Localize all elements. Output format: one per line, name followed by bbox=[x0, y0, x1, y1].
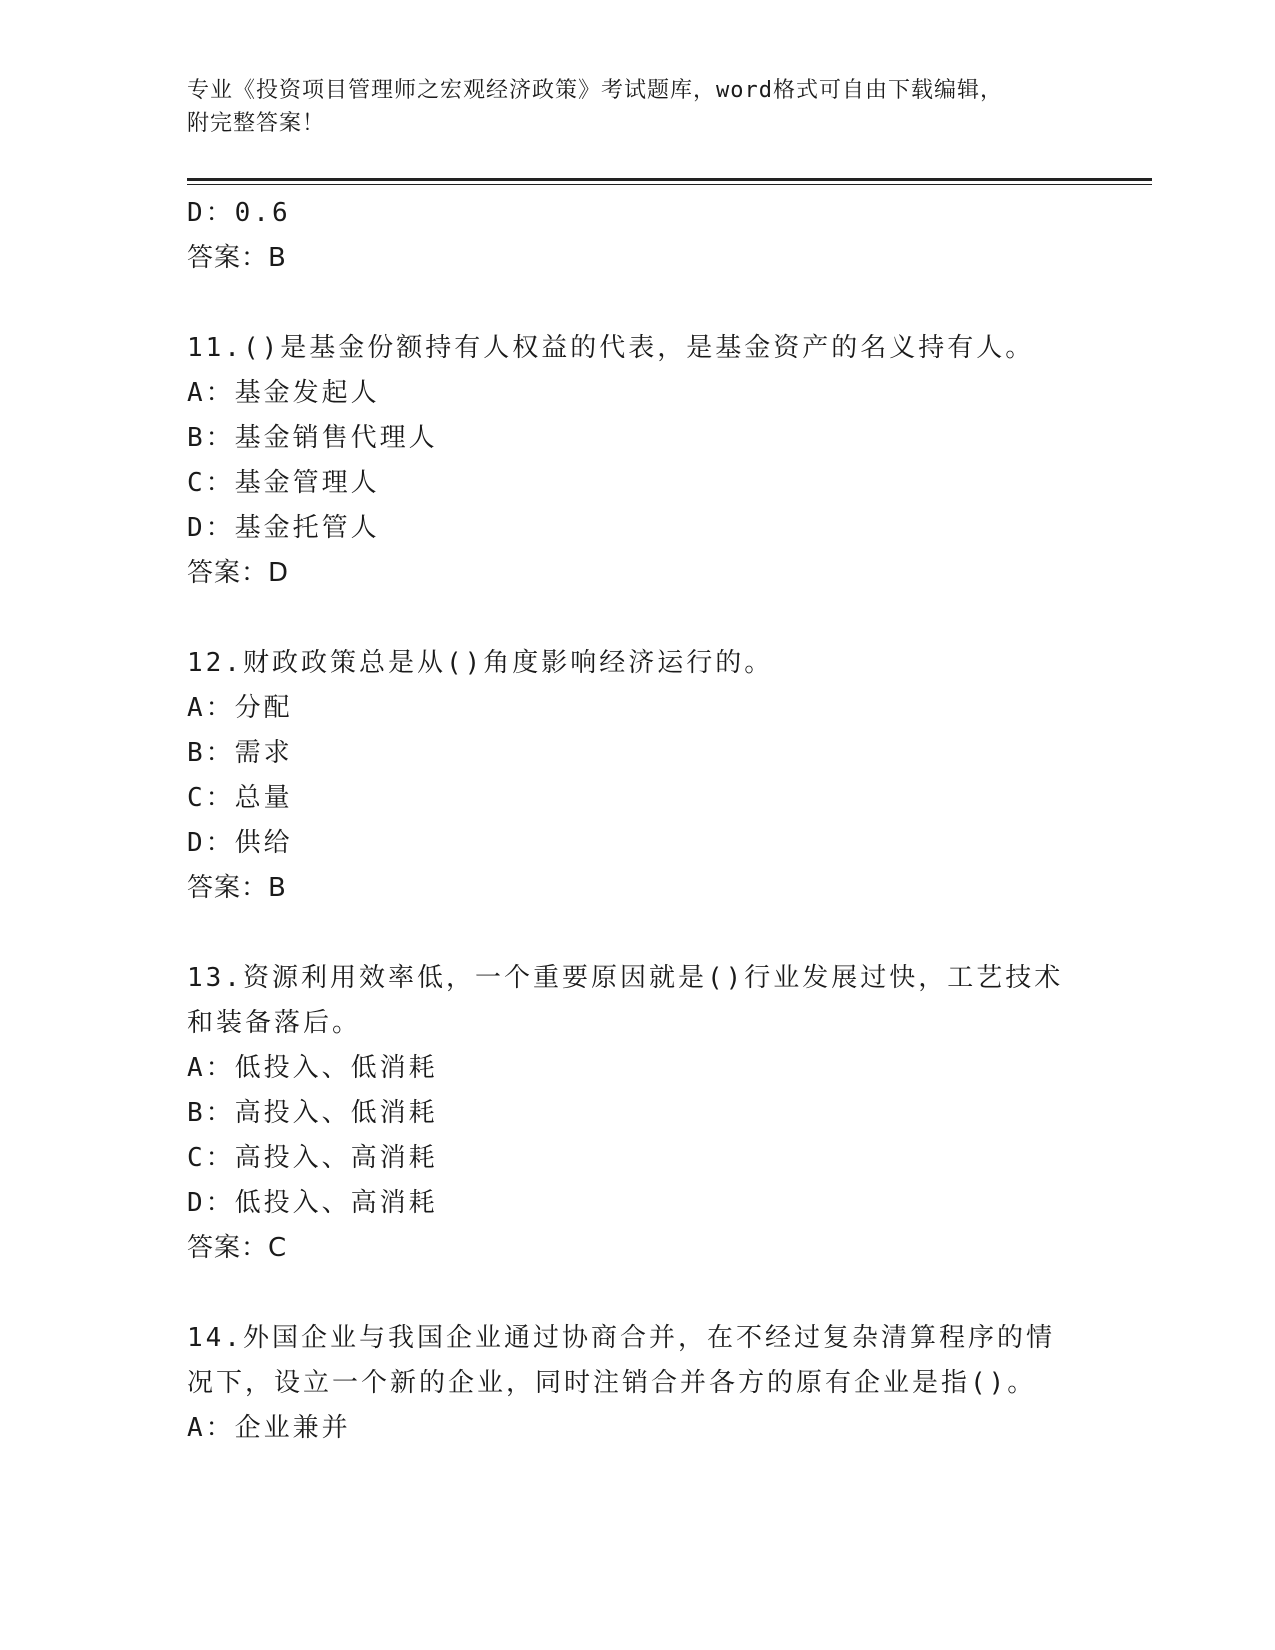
answer: 答案：C bbox=[187, 1233, 288, 1263]
document-body bbox=[187, 191, 1087, 1451]
option-a: A：企业兼并 bbox=[187, 1413, 351, 1443]
question-block bbox=[187, 956, 1087, 1271]
option-d: D：低投入、高消耗 bbox=[187, 1188, 438, 1218]
spacer bbox=[187, 281, 1087, 326]
option-d: D：0.6 bbox=[187, 198, 291, 228]
header-divider-thick bbox=[187, 178, 1152, 181]
header-line-1: 专业《投资项目管理师之宏观经济政策》考试题库，word格式可自由下载编辑， bbox=[187, 78, 1003, 103]
option-b: B：需求 bbox=[187, 738, 293, 768]
spacer bbox=[187, 596, 1087, 641]
answer: 答案：B bbox=[187, 873, 287, 903]
header-line-2: 附完整答案！ bbox=[187, 111, 326, 136]
header-divider-thin bbox=[187, 184, 1152, 185]
option-d: D：基金托管人 bbox=[187, 513, 380, 543]
option-a: A：分配 bbox=[187, 693, 293, 723]
question-text: 11.()是基金份额持有人权益的代表，是基金资产的名义持有人。 bbox=[187, 333, 1035, 363]
question-block bbox=[187, 1316, 1087, 1451]
answer: 答案：B bbox=[187, 243, 287, 273]
option-d: D：供给 bbox=[187, 828, 293, 858]
spacer bbox=[187, 911, 1087, 956]
option-a: A：低投入、低消耗 bbox=[187, 1053, 438, 1083]
option-c: C：总量 bbox=[187, 783, 293, 813]
option-c: C：基金管理人 bbox=[187, 468, 380, 498]
document-header bbox=[187, 74, 1087, 140]
option-b: B：高投入、低消耗 bbox=[187, 1098, 438, 1128]
question-text: 12.财政政策总是从()角度影响经济运行的。 bbox=[187, 648, 774, 678]
question-block bbox=[187, 641, 1087, 911]
option-c: C：高投入、高消耗 bbox=[187, 1143, 438, 1173]
answer: 答案：D bbox=[187, 558, 290, 588]
spacer bbox=[187, 1271, 1087, 1316]
option-a: A：基金发起人 bbox=[187, 378, 380, 408]
option-b: B：基金销售代理人 bbox=[187, 423, 438, 453]
question-text: 14.外国企业与我国企业通过协商合并，在不经过复杂清算程序的情况下，设立一个新的企业，同时注销合并各方的原有企业是指()。 bbox=[187, 1323, 1055, 1398]
question-block bbox=[187, 326, 1087, 596]
question-text: 13.资源利用效率低，一个重要原因就是()行业发展过快，工艺技术和装备落后。 bbox=[187, 963, 1064, 1038]
